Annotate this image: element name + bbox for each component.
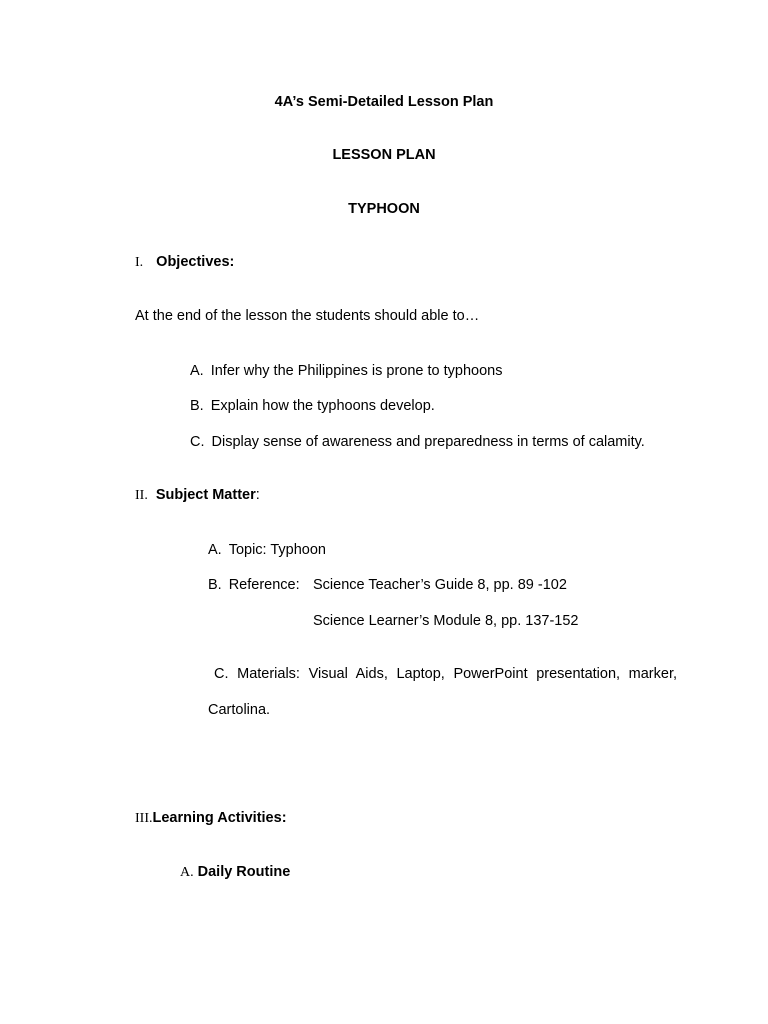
list-item-text: Topic: Typhoon [228, 542, 326, 558]
objective-item [190, 362, 503, 380]
subject-materials: C. Materials: Visual Aids, Laptop, PowerPoint presentation, marker, Cartolina. [208, 666, 677, 718]
reference-item: Science Teacher’s Guide 8, pp. 89 -102 [313, 577, 567, 593]
list-letter: B. [208, 577, 222, 593]
list-item-text: Display sense of awareness and preparedness in terms of calamity. [211, 434, 645, 450]
objective-item [190, 433, 645, 451]
list-letter: A. [208, 542, 222, 558]
section-numeral: II. [135, 488, 148, 503]
heading-colon: : [255, 487, 260, 503]
section-numeral: III. [135, 811, 153, 826]
section-subject-matter-heading [135, 486, 260, 505]
list-letter: B. [190, 398, 204, 414]
list-letter: C. [190, 434, 205, 450]
section-heading-text: Subject Matter [155, 487, 256, 503]
list-item-text: Explain how the typhoons develop. [210, 398, 435, 414]
lesson-topic-heading: TYPHOON [348, 201, 420, 217]
document-title: 4A’s Semi-Detailed Lesson Plan [274, 94, 494, 110]
reference-label: Reference: [228, 577, 300, 593]
subsection-daily-routine [180, 863, 290, 882]
section-numeral: I. [135, 255, 144, 270]
subject-topic [208, 541, 326, 559]
list-letter: A. [190, 363, 204, 379]
section-learning-activities-heading [135, 809, 287, 828]
document-subtitle: LESSON PLAN [332, 147, 436, 163]
list-letter: A. [180, 865, 194, 880]
reference-item: Science Learner’s Module 8, pp. 137-152 [313, 613, 579, 629]
list-item-text: Infer why the Philippines is prone to typhoons [210, 363, 503, 379]
section-heading-text: Learning Activities: [152, 810, 287, 826]
objectives-intro: At the end of the lesson the students should able to… [135, 308, 480, 324]
subject-reference [208, 576, 300, 594]
section-objectives-heading [135, 253, 234, 272]
subsection-heading-text: Daily Routine [197, 864, 291, 880]
section-heading-text: Objectives: [156, 254, 235, 270]
objective-item [190, 397, 435, 415]
